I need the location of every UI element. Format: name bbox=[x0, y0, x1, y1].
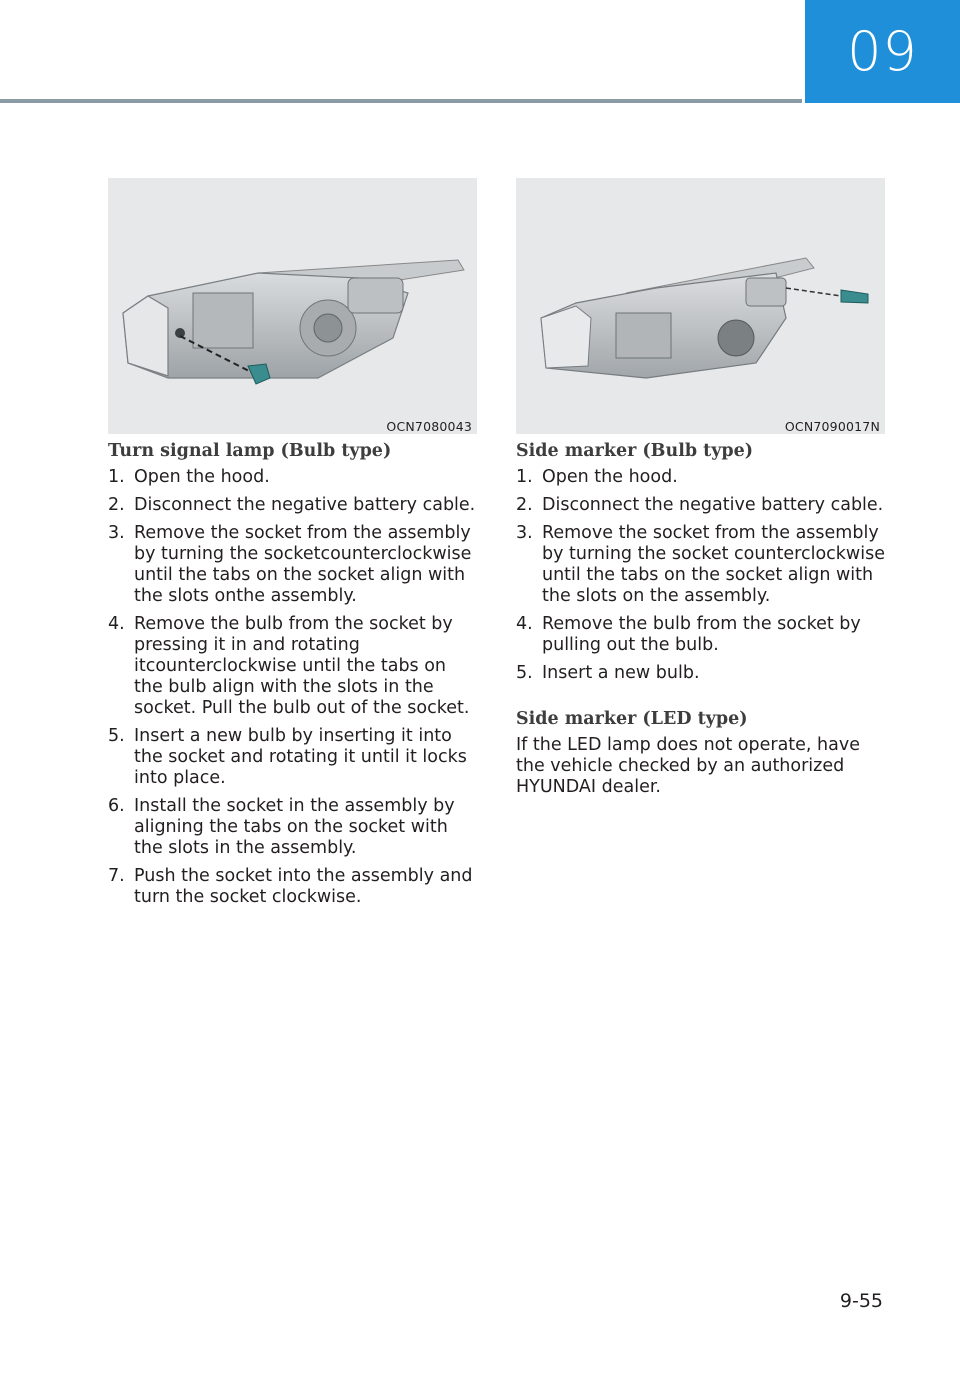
list-item: 4. Remove the bulb from the socket by pulling out the bulb. bbox=[516, 614, 861, 655]
headlamp-illustration bbox=[108, 178, 477, 434]
list-item: 3. Remove the socket from the assembly by turning the socketcounterclockwise until the tabs on the socket align with the slots onthe assembly. bbox=[108, 523, 472, 606]
figure-side-marker bbox=[516, 178, 885, 434]
list-item: 5. Insert a new bulb. bbox=[516, 663, 700, 683]
left-column bbox=[108, 441, 478, 915]
side-marker-steps bbox=[516, 467, 886, 684]
figure-code: OCN7090017N bbox=[784, 419, 880, 434]
list-item: 4. Remove the bulb from the socket by pressing it in and rotating itcounterclockwise until the tabs on the bulb align with the slots in the socket. Pull the bulb out of the socket. bbox=[108, 614, 470, 718]
list-item: 7. Push the socket into the assembly and turn the socket clockwise. bbox=[108, 866, 473, 907]
list-item: 1. Open the hood. bbox=[108, 467, 270, 487]
list-item: 2. Disconnect the negative battery cable. bbox=[108, 495, 476, 515]
list-item: 5. Insert a new bulb by inserting it into the socket and rotating it until it locks into place. bbox=[108, 726, 467, 788]
section-title-side-marker-led: Side marker (LED type) bbox=[516, 709, 748, 729]
headlamp-side-marker-illustration bbox=[516, 178, 885, 434]
list-item: 1. Open the hood. bbox=[516, 467, 678, 487]
figure-code: OCN7080043 bbox=[386, 419, 472, 434]
figure-turn-signal-lamp bbox=[108, 178, 477, 434]
chapter-tab: 09 bbox=[805, 0, 960, 103]
turn-signal-steps bbox=[108, 467, 478, 908]
led-note: If the LED lamp does not operate, have the vehicle checked by an authorized HYUNDAI dealer. bbox=[516, 735, 860, 797]
section-title-turn-signal: Turn signal lamp (Bulb type) bbox=[108, 441, 392, 461]
list-item: 6. Install the socket in the assembly by aligning the tabs on the socket with the slots in the assembly. bbox=[108, 796, 455, 858]
header-rule bbox=[0, 99, 802, 103]
list-item: 2. Disconnect the negative battery cable. bbox=[516, 495, 884, 515]
list-item: 3. Remove the socket from the assembly by turning the socket counterclockwise until the tabs on the socket align with the slots on the assembly. bbox=[516, 523, 885, 606]
page-number: 9-55 bbox=[839, 1290, 883, 1312]
section-title-side-marker-bulb: Side marker (Bulb type) bbox=[516, 441, 754, 461]
right-column bbox=[516, 441, 886, 798]
